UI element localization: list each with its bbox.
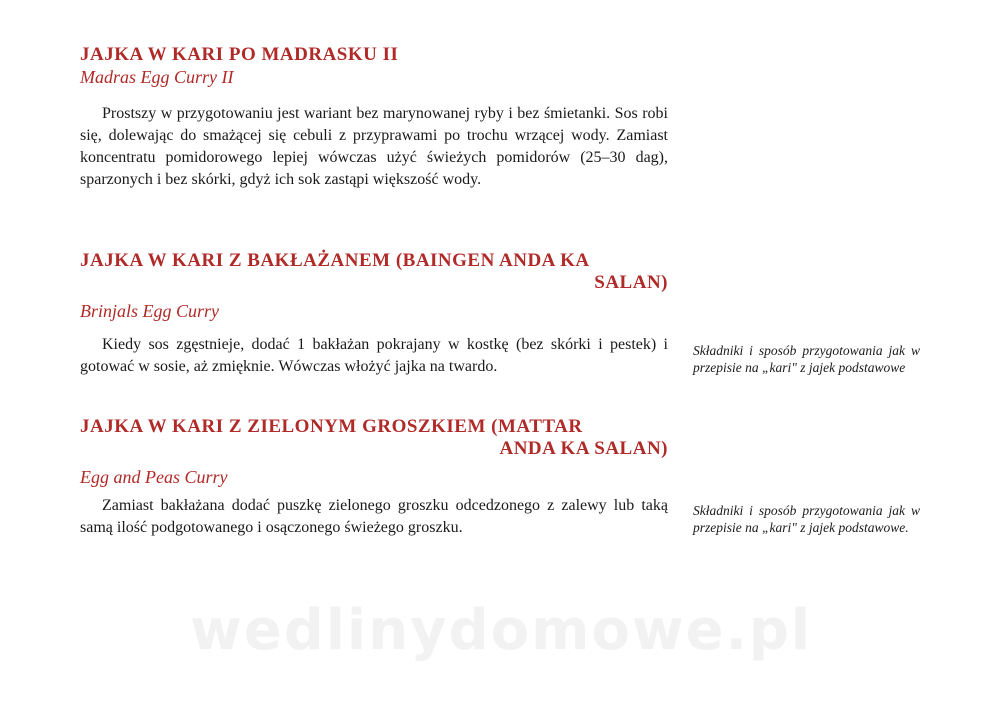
section-title-line2: SALAN) bbox=[594, 272, 668, 293]
section-subtitle: Egg and Peas Curry bbox=[80, 467, 228, 487]
section-subtitle: Madras Egg Curry II bbox=[80, 67, 234, 87]
section-body: Prostszy w przygotowaniu jest wariant bez marynowanej ryby i bez śmietanki. Sos robi się, dolewając do smażącej się cebuli z przyprawami po trochu wrzącej wody. Zamiast koncentratu pomidorowego lepiej wówczas użyć świeżych pomidorów (25–30 dag), sparzonych i bez skórki, gdyż ich sok zastąpi większość wody. bbox=[80, 105, 668, 188]
section-title-line1: JAJKA W KARI Z ZIELONYM GROSZKIEM (MATTAR bbox=[80, 416, 583, 437]
side-note: Składniki i sposób przygotowania jak w przepisie na „kari" z jajek podstawowe. bbox=[693, 503, 920, 535]
section-subtitle: Brinjals Egg Curry bbox=[80, 301, 220, 321]
section-title-line1: JAJKA W KARI Z BAKŁAŻANEM (BAINGEN ANDA KA bbox=[80, 250, 590, 271]
section-brinjals-egg-curry bbox=[80, 250, 668, 322]
section-title-line2: ANDA KA SALAN) bbox=[499, 438, 668, 459]
section-body: Kiedy sos zgęstnieje, dodać 1 bakłażan pokrajany w kostkę (bez skórki i pestek) i gotować w sosie, aż zmięknie. Wówczas włożyć jajka na twardo. bbox=[80, 336, 668, 375]
section-title: JAJKA W KARI PO MADRASKU II bbox=[80, 44, 399, 65]
section-body: Zamiast bakłażana dodać puszkę zielonego groszku odcedzonego z zalewy lub taką samą ilość podgotowanego i osączonego świeżego groszku. bbox=[80, 497, 668, 536]
watermark: wedlinydomowe.pl bbox=[190, 598, 813, 663]
section-egg-and-peas-curry bbox=[80, 416, 668, 488]
side-note: Składniki i sposób przygotowania jak w przepisie na „kari" z jajek podstawowe bbox=[693, 343, 920, 375]
section-madras-egg-curry bbox=[80, 44, 668, 88]
